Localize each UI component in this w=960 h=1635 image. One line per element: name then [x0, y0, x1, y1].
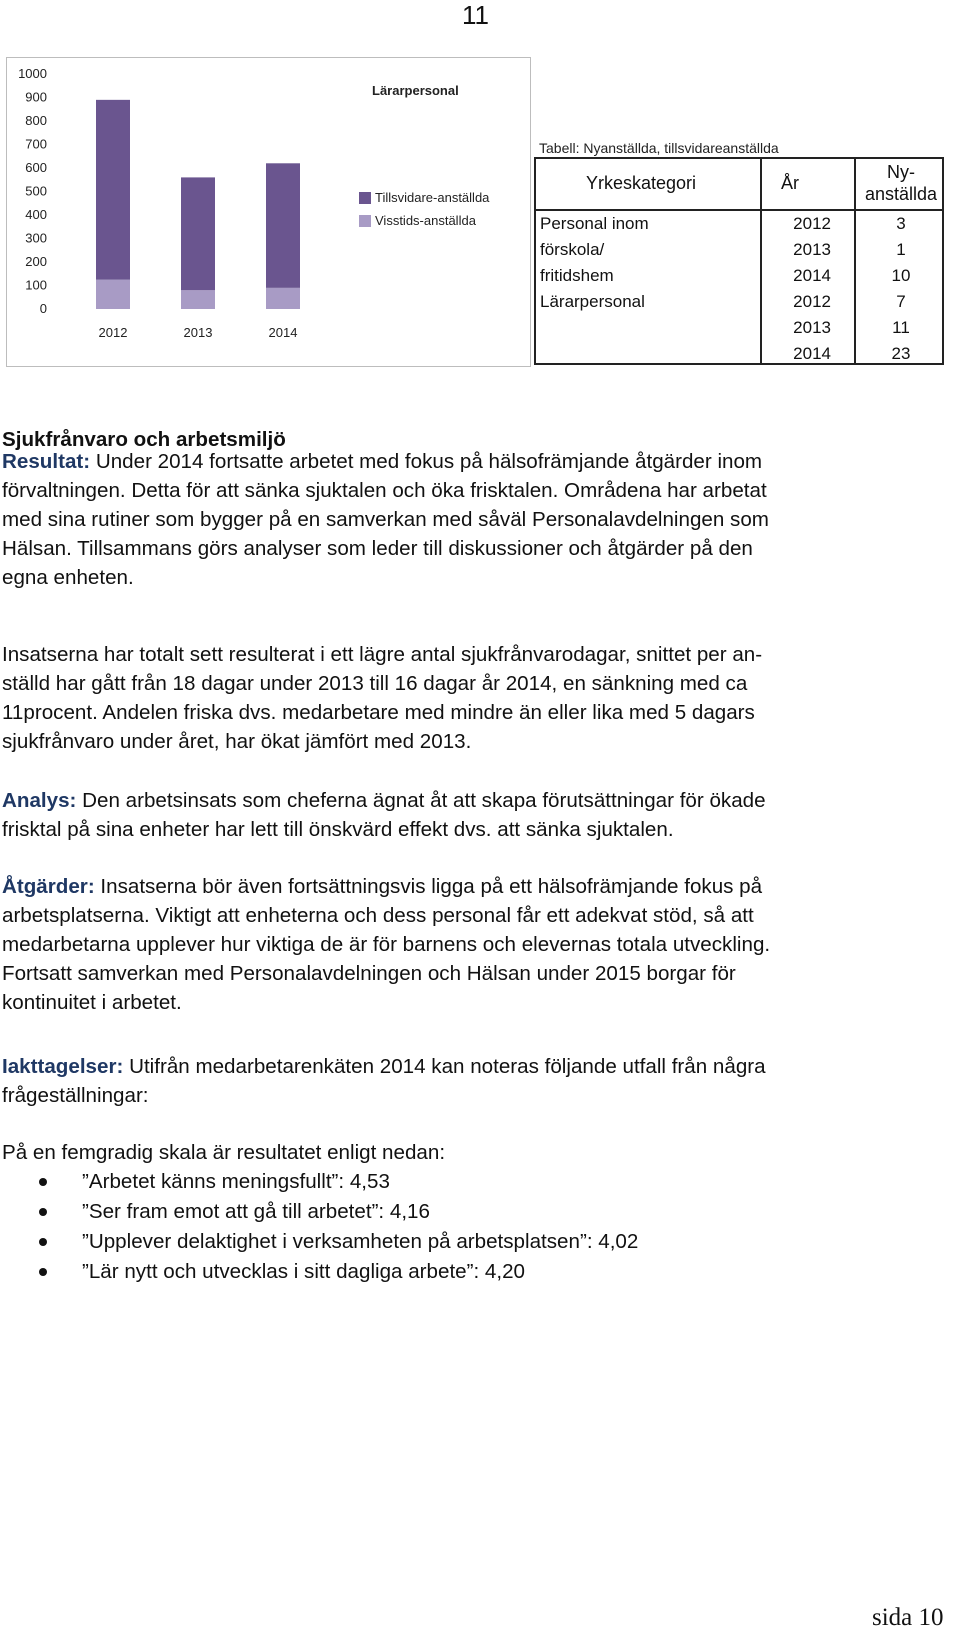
bar-visstids-2014	[266, 288, 300, 309]
x-tick-label: 2013	[183, 325, 213, 340]
cell-year: 2012	[793, 292, 831, 311]
atgarder-label: Åtgärder:	[2, 875, 95, 898]
table-body	[536, 211, 942, 367]
cell-new-hires: 3	[896, 214, 906, 233]
y-tick-label: 900	[25, 89, 47, 105]
atgarder-line: arbetsplatserna. Viktigt att enheterna och dess personal får ett adekvat stöd, så att	[2, 904, 754, 927]
insats-line: Insatserna har totalt sett resulterat i ett lägre antal sjukfrånvarodagar, snittet per an-	[2, 643, 763, 666]
cell-category: Personal inom	[540, 214, 649, 233]
cell-year: 2013	[793, 240, 831, 259]
table-row	[536, 237, 942, 263]
x-tick-label: 2012	[98, 325, 128, 340]
chart-legend	[359, 186, 489, 232]
new-hires-table	[534, 157, 944, 365]
table-row	[536, 341, 942, 367]
y-tick-label: 500	[25, 183, 47, 199]
iakttagelser-line: frågeställningar:	[2, 1084, 149, 1107]
atgarder-line: kontinuitet i arbetet.	[2, 991, 182, 1014]
analys-line: frisktal på sina enheter har lett till önskvärd effekt dvs. att sänka sjuktalen.	[2, 818, 674, 841]
y-tick-label: 200	[25, 254, 47, 269]
list-item-text: ”Upplever delaktighet i verksamheten på arbetsplatsen”: 4,02	[82, 1230, 639, 1253]
resultat-line: med sina rutiner som bygger på en samverkan med såväl Personalavdelningen som	[2, 508, 769, 531]
header-new-line1: Ny-	[887, 162, 915, 182]
top-page-number: 11	[462, 0, 489, 30]
bullet-icon	[39, 1208, 47, 1216]
y-tick-label: 300	[25, 230, 47, 246]
analys-paragraph	[2, 786, 952, 844]
resultat-line: egna enheten.	[2, 566, 134, 589]
x-tick-label: 2014	[268, 325, 298, 340]
legend-label-tillsvidare: Tillsvidare-anställda	[375, 190, 490, 205]
insats-paragraph	[2, 640, 952, 756]
y-tick-label: 100	[25, 277, 47, 293]
y-tick-label: 700	[25, 136, 47, 152]
y-tick-label: 800	[25, 113, 47, 128]
page-footer: sida 10	[872, 1604, 944, 1631]
insats-line: sjukfrånvaro under året, har ökat jämfört med 2013.	[2, 730, 472, 753]
header-year: År	[781, 173, 799, 193]
list-item-text: ”Ser fram emot att gå till arbetet”: 4,16	[82, 1200, 430, 1223]
atgarder-line: Fortsatt samverkan med Personalavdelningen och Hälsan under 2015 borgar för	[2, 962, 736, 985]
atgarder-line: Insatserna bör även fortsättningsvis ligga på ett hälsofrämjande fokus på	[94, 875, 763, 898]
cell-new-hires: 1	[896, 240, 906, 259]
cell-category: förskola/	[540, 240, 605, 259]
table-row	[536, 263, 942, 289]
legend-item-visstids	[359, 209, 489, 232]
legend-label-visstids: Visstids-anställda	[375, 213, 476, 228]
bar-tillsvidare-2013	[181, 177, 215, 290]
y-tick-label: 400	[25, 207, 47, 222]
table-row	[536, 289, 942, 315]
list-item	[0, 1227, 950, 1257]
resultat-paragraph	[2, 447, 952, 592]
list-item-text: ”Lär nytt och utvecklas i sitt dagliga arbete”: 4,20	[82, 1260, 525, 1283]
list-item	[0, 1257, 950, 1287]
atgarder-paragraph	[2, 872, 952, 1017]
bar-tillsvidare-2012	[96, 100, 130, 280]
y-tick-label: 1000	[18, 66, 47, 81]
staff-chart	[6, 57, 531, 367]
iakttagelser-paragraph	[2, 1052, 952, 1110]
table-header	[536, 159, 942, 211]
list-item	[0, 1167, 950, 1197]
scale-intro: På en femgradig skala är resultatet enligt nedan:	[2, 1141, 446, 1164]
cell-category: Lärarpersonal	[540, 292, 645, 311]
cell-year: 2014	[793, 266, 831, 285]
iakttagelser-line: Utifrån medarbetarenkäten 2014 kan noteras följande utfall från några	[123, 1055, 766, 1078]
cell-year: 2012	[793, 214, 831, 233]
cell-year: 2013	[793, 318, 831, 337]
header-new-hires	[861, 161, 941, 205]
resultat-line: Hälsan. Tillsammans görs analyser som leder till diskussioner och åtgärder på den	[2, 537, 753, 560]
legend-swatch-tillsvidare	[359, 192, 371, 204]
resultat-label: Resultat:	[2, 450, 91, 473]
resultat-line: Under 2014 fortsatte arbetet med fokus på hälsofrämjande åtgärder inom	[90, 450, 763, 473]
legend-swatch-visstids	[359, 215, 371, 227]
y-tick-label: 600	[25, 160, 47, 175]
cell-category: fritidshem	[540, 266, 614, 285]
analys-label: Analys:	[2, 789, 77, 812]
iakttagelser-label: Iakttagelser:	[2, 1055, 124, 1078]
survey-results-list	[0, 1167, 950, 1287]
list-item	[0, 1197, 950, 1227]
bullet-icon	[39, 1178, 47, 1186]
atgarder-line: medarbetarna upplever hur viktiga de är för barnens och elevernas totala utveckling.	[2, 933, 771, 956]
section-heading: Sjukfrånvaro och arbetsmiljö	[2, 428, 286, 451]
insats-line: 11procent. Andelen friska dvs. medarbetare med mindre än eller lika med 5 dagars	[2, 701, 755, 724]
cell-year: 2014	[793, 344, 831, 363]
cell-new-hires: 7	[896, 292, 906, 311]
cell-new-hires: 10	[891, 266, 911, 285]
resultat-line: förvaltningen. Detta för att sänka sjuktalen och öka frisktalen. Områdena har arbetat	[2, 479, 767, 502]
table-caption: Tabell: Nyanställda, tillsvidareanställda	[539, 140, 779, 156]
y-tick-label: 0	[39, 301, 47, 316]
analys-line: Den arbetsinsats som cheferna ägnat åt att skapa förutsättningar för ökade	[76, 789, 766, 812]
cell-new-hires: 23	[891, 344, 911, 363]
bullet-icon	[39, 1268, 47, 1276]
cell-new-hires: 11	[892, 318, 910, 337]
bullet-icon	[39, 1238, 47, 1246]
chart-title: Lärarpersonal	[372, 83, 459, 98]
legend-item-tillsvidare	[359, 186, 489, 209]
bar-visstids-2013	[181, 290, 215, 309]
header-new-line2: anställda	[864, 184, 938, 204]
table-row	[536, 315, 942, 341]
bar-visstids-2012	[96, 280, 130, 309]
table-row	[536, 211, 942, 237]
insats-line: ställd har gått från 18 dagar under 2013 till 16 dagar år 2014, en sänkning med ca	[2, 672, 748, 695]
header-category: Yrkeskategori	[586, 173, 697, 193]
list-item-text: ”Arbetet känns meningsfullt”: 4,53	[82, 1170, 390, 1193]
bar-tillsvidare-2014	[266, 163, 300, 288]
